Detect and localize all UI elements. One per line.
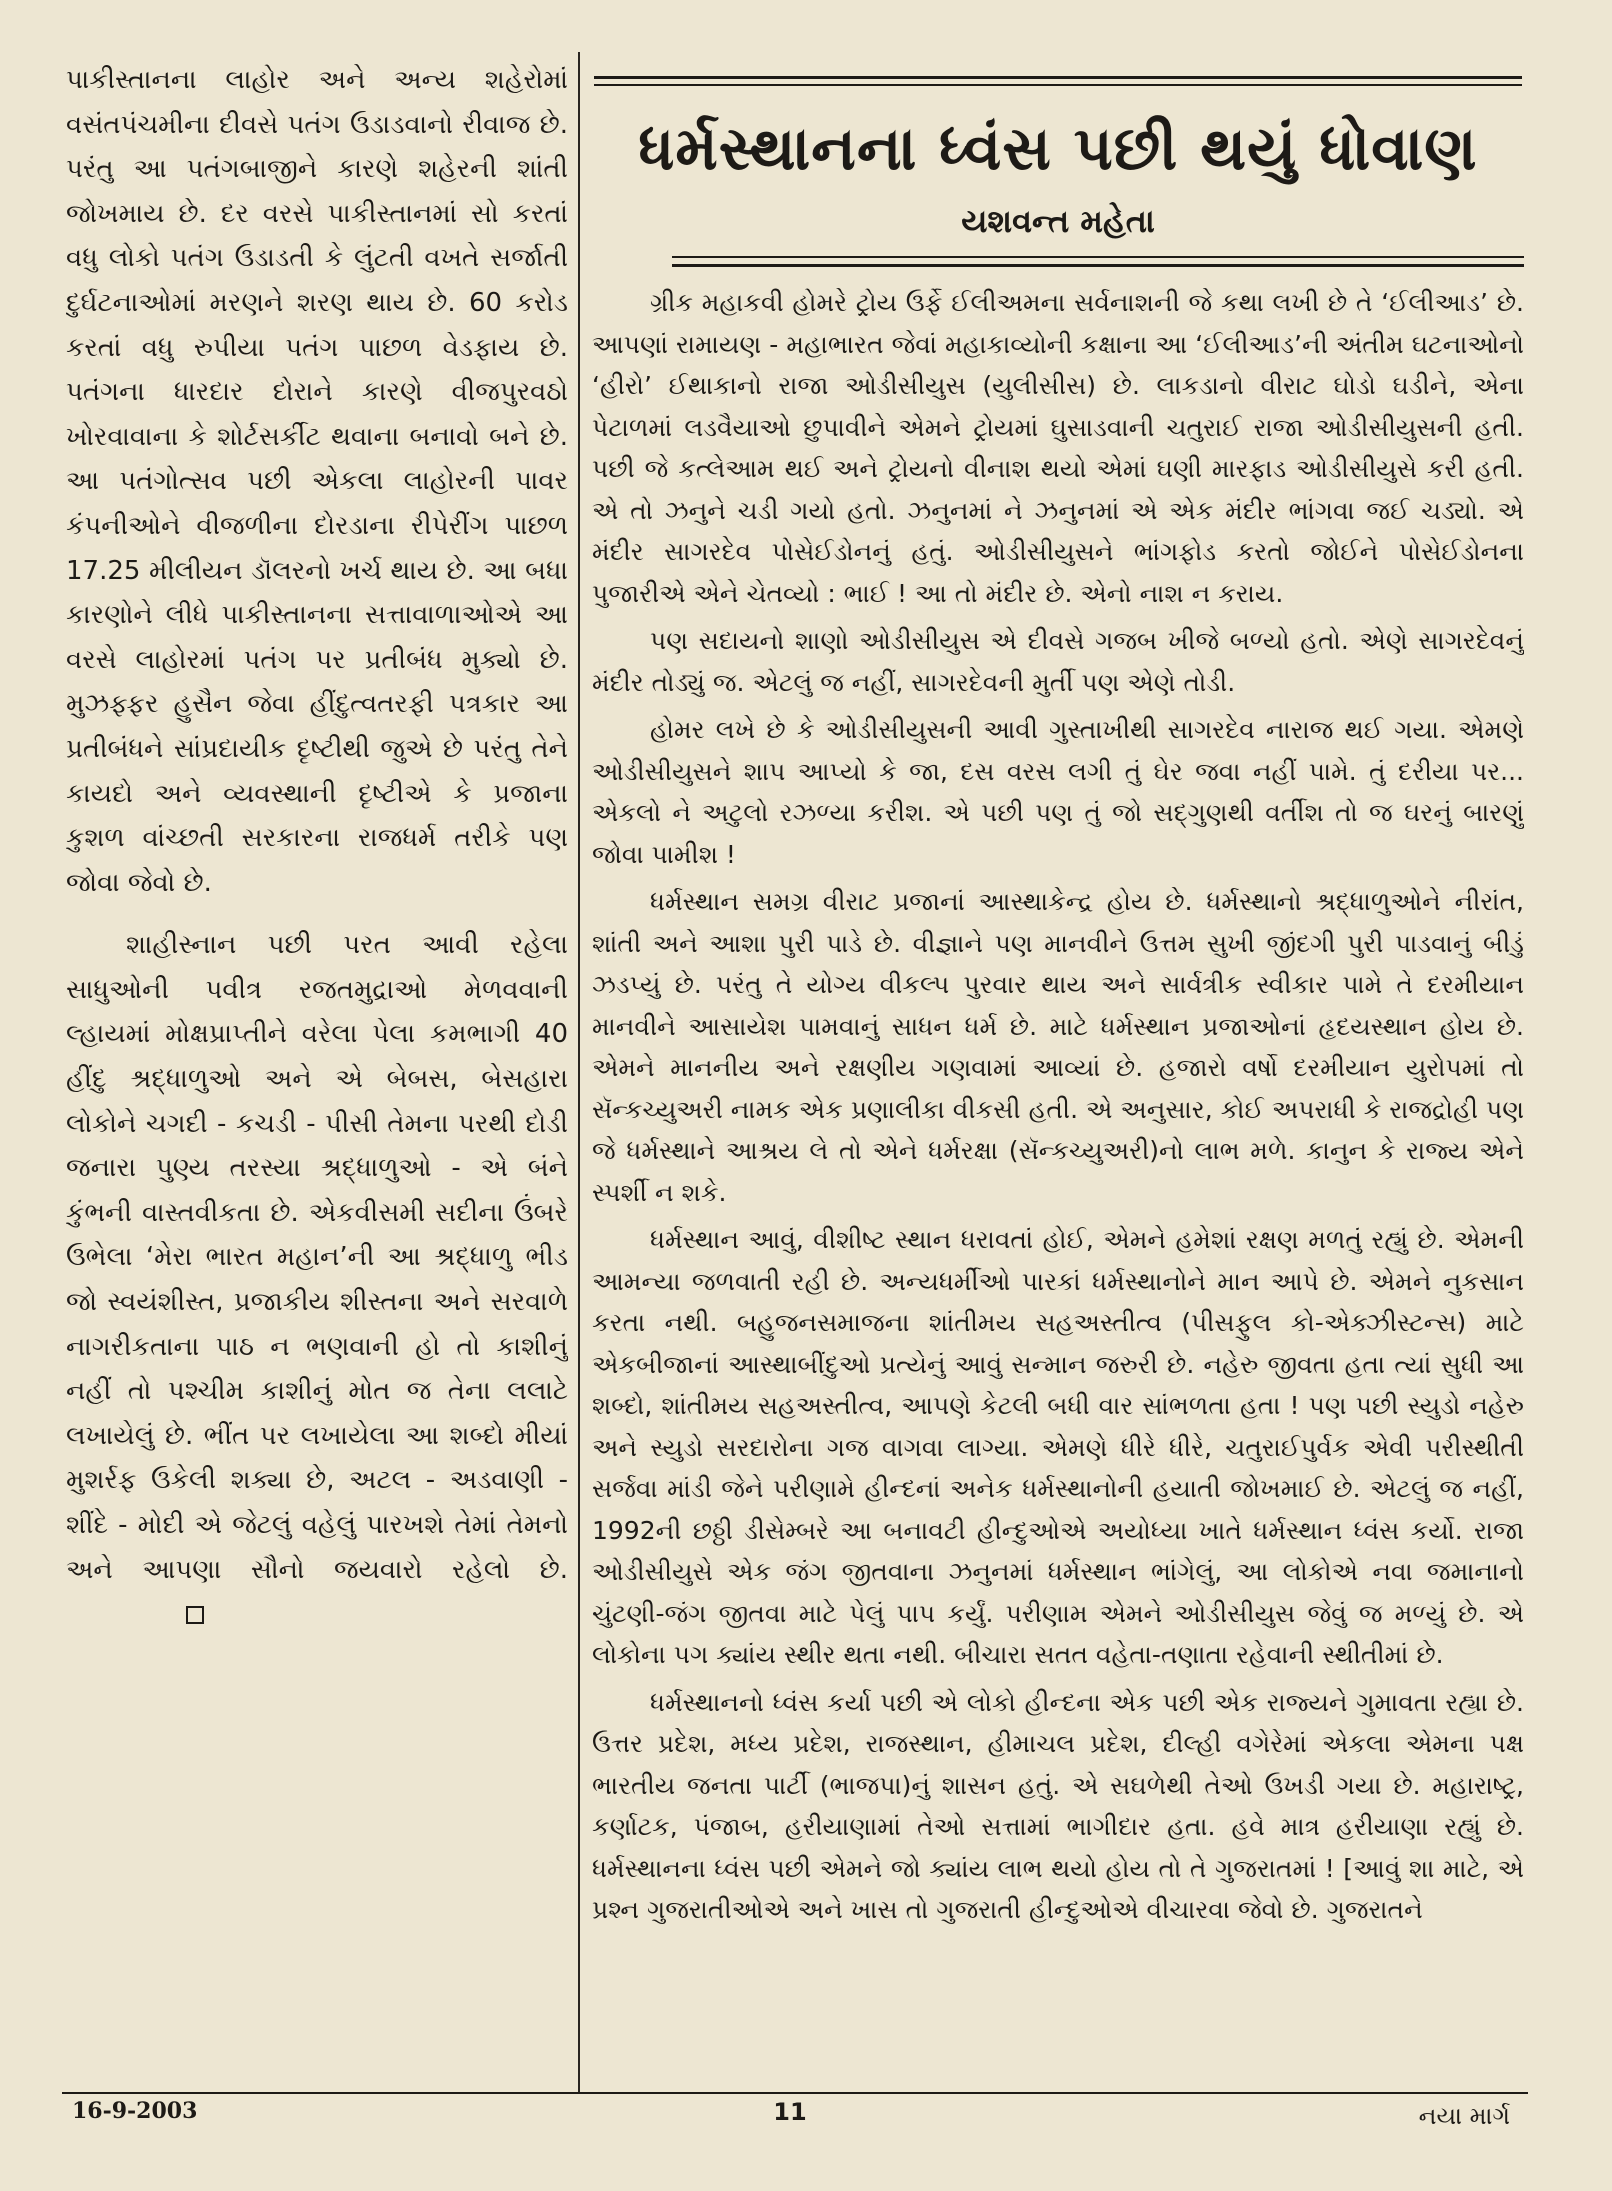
article-title: ધર્મસ્થાનના ધ્વંસ પછી થયું ધોવાણ — [638, 114, 1478, 184]
author-rule-thick — [672, 264, 1524, 267]
left-paragraph-2-text: શાહીસ્નાન પછી પરત આવી રહેલા સાધુઓની પવીત્ર રજતમુદ્રાઓ મેળવવાની લ્હાયમાં મોક્ષપ્રાપ્તીને વરેલા પેલા કમભાગી 40 હીંદુ શ્રદ્ધાળુઓ અને એ બેબસ, બેસહારા લોકોને ચગદી - કચડી - પીસી તેમના પરથી દોડી જનારા પુણ્ય તરસ્યા શ્રદ્ધાળુઓ - એ બંને કુંભની વાસ્તવીકતા છે. એકવીસમી સદીના ઉંબરે ઉભેલા ‘મેરા ભારત મહાન’ની આ શ્રદ્ધાળુ ભીડ જો સ્વયંશીસ્ત, પ્રજાકીય શીસ્તના અને સરવાળે નાગરીકતાના પાઠ ન ભણવાની હો તો કાશીનું નહીં તો પશ્ચીમ કાશીનું મોત જ તેના લલાટે લખાયેલું છે. ભીંત પર લખાયેલા આ શબ્દો મીયાં મુશર્રફ ઉકેલી શક્યા છે, અટલ - અડવાણી - શીંદે - મોદી એ જેટલું વહેલું પારખશે તેમાં તેમનો અને આપણા સૌનો જયવારો રહેલો છે. — [66, 930, 568, 1585]
left-column — [66, 58, 568, 2078]
left-paragraph-1: પાકીસ્તાનના લાહોર અને અન્ય શહેરોમાં વસંતપંચમીના દીવસે પતંગ ઉડાડવાનો રીવાજ છે. પરંતુ આ પતંગબાજીને કારણે શહેરની શાંતી જોખમાય છે. દર વરસે પાકીસ્તાનમાં સો કરતાં વધુ લોકો પતંગ ઉડાડતી કે લુંટતી વખતે સર્જાતી દુર્ઘટનાઓમાં મરણને શરણ થાય છે. 60 કરોડ કરતાં વધુ રુપીયા પતંગ પાછળ વેડફાય છે. પતંગના ધારદાર દોરાને કારણે વીજપુરવઠો ખોરવાવાના કે શોર્ટસર્કીટ થવાના બનાવો બને છે. આ પતંગોત્સવ પછી એકલા લાહોરની પાવર કંપનીઓને વીજળીના દોરડાના રીપેરીંગ પાછળ 17.25 મીલીયન ડૉલરનો ખર્ચ થાય છે. આ બધા કારણોને લીધે પાકીસ્તાનના સત્તાવાળાઓએ આ વરસે લાહોરમાં પતંગ પર પ્રતીબંધ મુક્યો છે. મુઝફ્ફર હુસૈન જેવા હીંદુત્વતરફી પત્રકાર આ પ્રતીબંધને સાંપ્રદાયીક દૃષ્ટીથી જુએ છે પરંતુ તેને કાયદો અને વ્યવસ્થાની દૃષ્ટીએ કે પ્રજાના કુશળ વાંચ્છતી સરકારના રાજધર્મ તરીકે પણ જોવા જેવો છે. — [66, 65, 568, 898]
article-author: યશવન્ત મહેતા — [961, 202, 1155, 240]
article-body — [592, 282, 1524, 2086]
header-rule-thin — [594, 84, 1522, 86]
column-divider — [578, 52, 580, 2092]
footer-rule — [62, 2092, 1528, 2094]
article-paragraph-2: પણ સદાયનો શાણો ઓડીસીયુસ એ દીવસે ગજબ ખીજે બળ્યો હતો. એણે સાગરદેવનું મંદીર તોડ્યું જ. એટલું જ નહીં, સાગરદેવની મુર્તી પણ એણે તોડી. — [592, 626, 1524, 697]
article-paragraph-6: ધર્મસ્થાનનો ધ્વંસ કર્યા પછી એ લોકો હીન્દના એક પછી એક રાજ્યને ગુમાવતા રહ્યા છે. ઉત્તર પ્રદેશ, મધ્ય પ્રદેશ, રાજસ્થાન, હીમાચલ પ્રદેશ, દીલ્હી વગેરેમાં એકલા એમના પક્ષ ભારતીય જનતા પાર્ટી (ભાજપા)નું શાસન હતું. એ સઘળેથી તેઓ ઉખડી ગયા છે. મહારાષ્ટ્ર, કર્ણાટક, પંજાબ, હરીયાણામાં તેઓ સત્તામાં ભાગીદાર હતા. હવે માત્ર હરીયાણા રહ્યું છે. ધર્મસ્થાનના ધ્વંસ પછી એમને જો ક્યાંય લાભ થયો હોય તો તે ગુજરાતમાં ! [આવું શા માટે, એ પ્રશ્ન ગુજરાતીઓએ અને ખાસ તો ગુજરાતી હીન્દુઓએ વીચારવા જેવો છે. ગુજરાતને — [592, 1687, 1524, 1924]
article-paragraph-1: ગ્રીક મહાકવી હોમરે ટ્રોય ઉર્ફે ઈલીઅમના સર્વનાશની જે કથા લખી છે તે ‘ઈલીઆડ’ છે. આપણાં રામાયણ - મહાભારત જેવાં મહાકાવ્યોની કક્ષાના આ ‘ઈલીઆડ’ની અંતીમ ઘટનાઓનો ‘હીરો’ ઈથાકાનો રાજા ઓડીસીયુસ (યુલીસીસ) છે. લાકડાનો વીરાટ ઘોડો ઘડીને, એના પેટાળમાં લડવૈયાઓ છુપાવીને એમને ટ્રોયમાં ઘુસાડવાની ચતુરાઈ રાજા ઓડીસીયુસની હતી. પછી જે કત્લેઆમ થઈ અને ટ્રોયનો વીનાશ થયો એમાં ઘણી મારફાડ ઓડીસીયુસે કરી હતી. એ તો ઝનુને ચડી ગયો હતો. ઝનુનમાં ને ઝનુનમાં એ એક મંદીર ભાંગવા જઈ ચડ્યો. એ મંદીર સાગરદેવ પોસેઈડોનનું હતું. ઓડીસીયુસને ભાંગફોડ કરતો જોઈને પોસેઈડોનના પુજારીએ એને ચેતવ્યો : ભાઈ ! આ તો મંદીર છે. એનો નાશ ન કરાય. — [592, 288, 1524, 608]
article-paragraph-5: ધર્મસ્થાન આવું, વીશીષ્ટ સ્થાન ધરાવતાં હોઈ, એમને હમેશાં રક્ષણ મળતું રહ્યું છે. એમની આમન્યા જળવાતી રહી છે. અન્યધર્મીઓ પારકાં ધર્મસ્થાનોને માન આપે છે. એમને નુકસાન કરતા નથી. બહુજનસમાજના શાંતીમય સહઅસ્તીત્વ (પીસફુલ કો-એક્ઝીસ્ટન્સ) માટે એકબીજાનાં આસ્થાબીંદુઓ પ્રત્યેનું આવું સન્માન જરુરી છે. નહેરુ જીવતા હતા ત્યાં સુધી આ શબ્દો, શાંતીમય સહઅસ્તીત્વ, આપણે કેટલી બધી વાર સાંભળતા હતા ! પણ પછી સ્યુડો નહેરુ અને સ્યુડો સરદારોના ગજ વાગવા લાગ્યા. એમણે ધીરે ધીરે, ચતુરાઈપુર્વક એવી પરીસ્થીતી સર્જવા માંડી જેને પરીણામે હીન્દનાં અનેક ધર્મસ્થાનોની હયાતી જોખમાઈ છે. એટલું જ નહીં, 1992ની છઠ્ઠી ડીસેમ્બરે આ બનાવટી હીન્દુઓએ અયોધ્યા ખાતે ધર્મસ્થાન ધ્વંસ કર્યો. રાજા ઓડીસીયુસે એક જંગ જીતવાના ઝનુનમાં ધર્મસ્થાન ભાંગેલું, આ લોકોએ નવા જમાનાનો ચુંટણી-જંગ જીતવા માટે પેલું પાપ કર્યું. પરીણામ એમને ઓડીસીયુસ જેવું જ મળ્યું છે. એ લોકોના પગ ક્યાંય સ્થીર થતા નથી. બીચારા સતત વહેતા-તણાતા રહેવાની સ્થીતીમાં છે. — [592, 1225, 1524, 1669]
left-paragraph-2 — [66, 923, 568, 1637]
author-rule-thin — [672, 256, 1524, 258]
article-paragraph-4: ધર્મસ્થાન સમગ્ર વીરાટ પ્રજાનાં આસ્થાકેન્દ્ર હોય છે. ધર્મસ્થાનો શ્રદ્ધાળુઓને નીરાંત, શાંતી અને આશા પુરી પાડે છે. વીજ્ઞાને પણ માનવીને ઉત્તમ સુખી જીંદગી પુરી પાડવાનું બીડું ઝડપ્યું છે. પરંતુ તે યોગ્ય વીકલ્પ પુરવાર થાય અને સાર્વત્રીક સ્વીકાર પામે તે દરમીયાન માનવીને આસાયેશ પામવાનું સાધન ધર્મ છે. માટે ધર્મસ્થાન પ્રજાઓનાં હૃદયસ્થાન હોય છે. એમને માનનીય અને રક્ષણીય ગણવામાં આવ્યાં છે. હજારો વર્ષો દરમીયાન યુરોપમાં તો સૅન્કચ્યુઅરી નામક એક પ્રણાલીકા વીકસી હતી. એ અનુસાર, કોઈ અપરાધી કે રાજદ્રોહી પણ જે ધર્મસ્થાને આશ્રય લે તો એને ધર્મરક્ષા (સૅન્કચ્યુઅરી)નો લાભ મળે. કાનુન કે રાજ્ય એને સ્પર્શી ન શકે. — [592, 887, 1524, 1207]
footer-date: 16-9-2003 — [72, 2098, 198, 2124]
magazine-name: નયા માર્ગ — [1418, 2102, 1510, 2130]
article-paragraph-3: હોમર લખે છે કે ઓડીસીયુસની આવી ગુસ્તાખીથી સાગરદેવ નારાજ થઈ ગયા. એમણે ઓડીસીયુસને શાપ આપ્યો કે જા, દસ વરસ લગી તું ઘેર જવા નહીં પામે. તું દરીયા પર... એકલો ને અટુલો રઝળ્યા કરીશ. એ પછી પણ તું જો સદ્‌ગુણથી વર્તીશ તો જ ઘરનું બારણું જોવા પામીશ ! — [592, 715, 1524, 869]
page-number: 11 — [773, 2098, 807, 2126]
header-rule-thick — [594, 76, 1522, 79]
end-mark-icon — [186, 1606, 204, 1624]
